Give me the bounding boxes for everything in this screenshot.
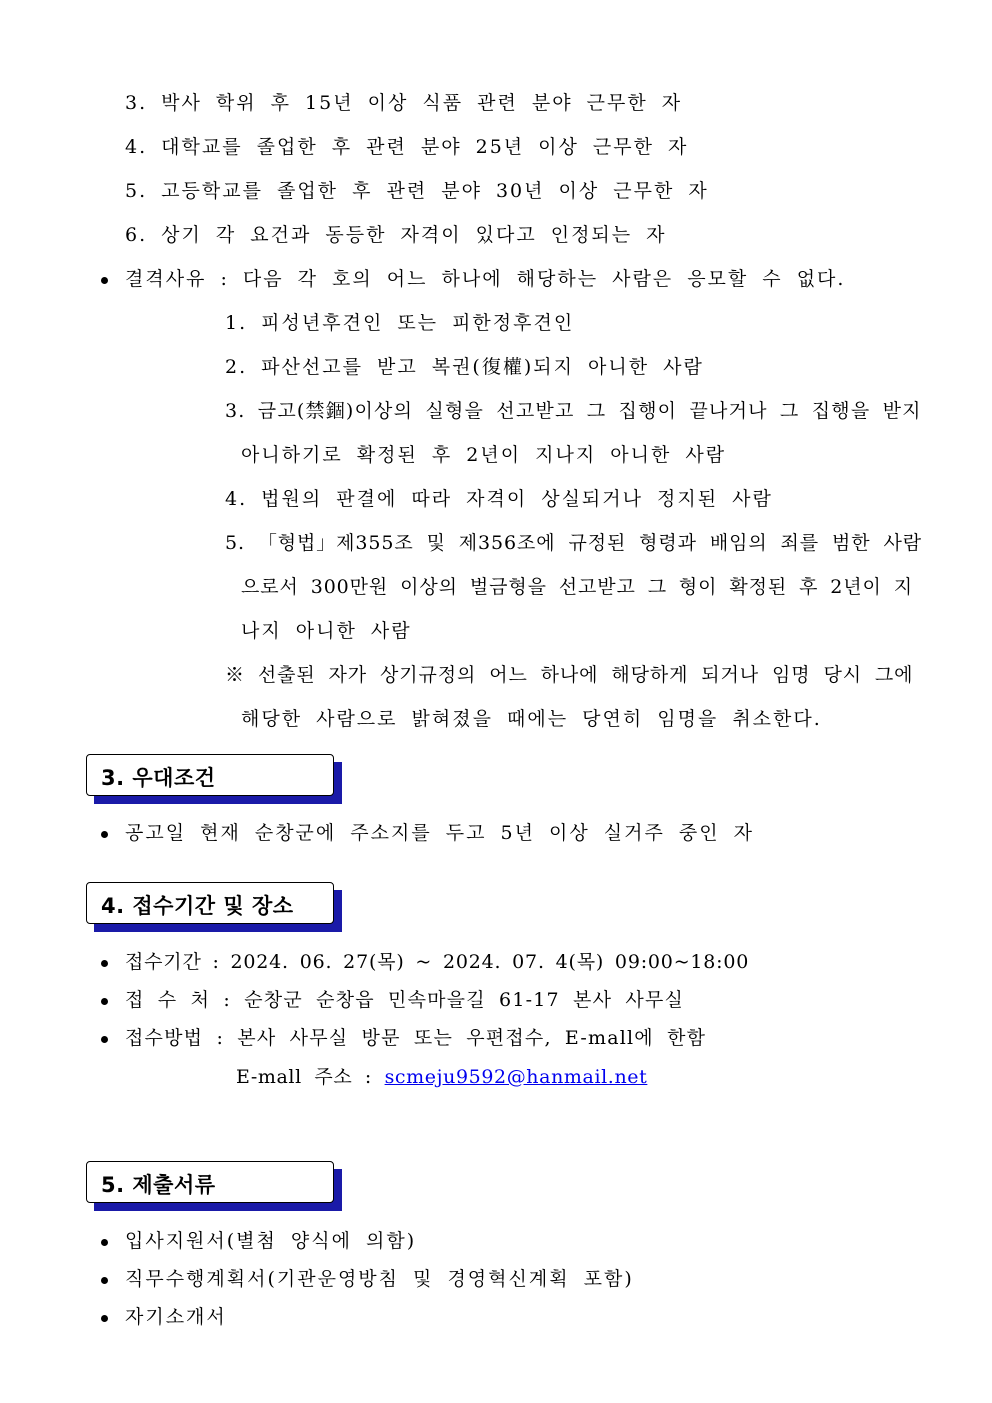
application-period: 접수기간 : 2024. 06. 27(목) ~ 2024. 07. 4(목) 09:00~18:00 [125,951,750,973]
application-method: 접수방법 : 본사 사무실 방문 또는 우편접수, E-mall에 한함 [125,1027,707,1049]
disqualification-item-5-cont2: 나지 아니한 사람 [241,620,412,642]
section-header-application [86,882,334,924]
disqualification-item-3-cont: 아니하기로 확정된 후 2년이 지나지 아니한 사람 [241,444,727,466]
section-title: 5. 제출서류 [101,1173,216,1197]
section-title: 4. 접수기간 및 장소 [101,894,294,918]
qualification-item-5: 5. 고등학교를 졸업한 후 관련 분야 30년 이상 근무한 자 [125,180,709,202]
bullet-icon [101,1315,108,1322]
section-title: 3. 우대조건 [101,766,216,790]
bullet-icon [101,1036,108,1043]
bullet-icon [101,831,108,838]
disqualification-item-1: 1. 피성년후견인 또는 피한정후견인 [225,312,575,334]
section-header-box [86,882,334,924]
application-place: 접 수 처 : 순창군 순창읍 민속마을길 61-17 본사 사무실 [125,989,685,1011]
section-header-documents [86,1161,334,1203]
disqualification-intro: 결격사유 : 다음 각 호의 어느 하나에 해당하는 사람은 응모할 수 없다. [125,268,846,290]
qualification-item-6: 6. 상기 각 요건과 동등한 자격이 있다고 인정되는 자 [125,224,667,246]
bullet-icon [101,960,108,967]
bullet-icon [101,277,108,284]
bullet-icon [101,998,108,1005]
email-row [236,1065,647,1089]
bullet-icon [101,1239,108,1246]
disqualification-item-5: 5. 「형법」제355조 및 제356조에 규정된 형령과 배임의 죄를 범한 사람 [225,532,922,554]
document-item-work-plan: 직무수행계획서(기관운영방침 및 경영혁신계획 포함) [125,1268,634,1290]
document-item-self-intro: 자기소개서 [125,1306,227,1328]
section-header-preference [86,754,334,796]
disqualification-item-3: 3. 금고(禁錮)이상의 실형을 선고받고 그 집행이 끝나거나 그 집행을 받지 [225,400,922,422]
section-header-box [86,754,334,796]
disqualification-item-5-cont: 으로서 300만원 이상의 벌금형을 선고받고 그 형이 확정된 후 2년이 지 [241,576,913,598]
document-item-application-form: 입사지원서(별첨 양식에 의함) [125,1230,417,1252]
qualification-item-4: 4. 대학교를 졸업한 후 관련 분야 25년 이상 근무한 자 [125,136,689,158]
bullet-icon [101,1277,108,1284]
disqualification-note-cont: 해당한 사람으로 밝혀졌을 때에는 당연히 임명을 취소한다. [241,708,822,730]
preference-item: 공고일 현재 순창군에 주소지를 두고 5년 이상 실거주 중인 자 [125,822,754,844]
email-label: E-mall 주소 : [236,1066,372,1088]
email-link[interactable]: scmeju9592@hanmail.net [384,1066,648,1088]
disqualification-item-2: 2. 파산선고를 받고 복권(復權)되지 아니한 사람 [225,356,704,378]
qualification-item-3: 3. 박사 학위 후 15년 이상 식품 관련 분야 근무한 자 [125,92,683,114]
section-header-box [86,1161,334,1203]
disqualification-note: ※ 선출된 자가 상기규정의 어느 하나에 해당하게 되거나 임명 당시 그에 [225,664,914,686]
disqualification-item-4: 4. 법원의 판결에 따라 자격이 상실되거나 정지된 사람 [225,488,773,510]
